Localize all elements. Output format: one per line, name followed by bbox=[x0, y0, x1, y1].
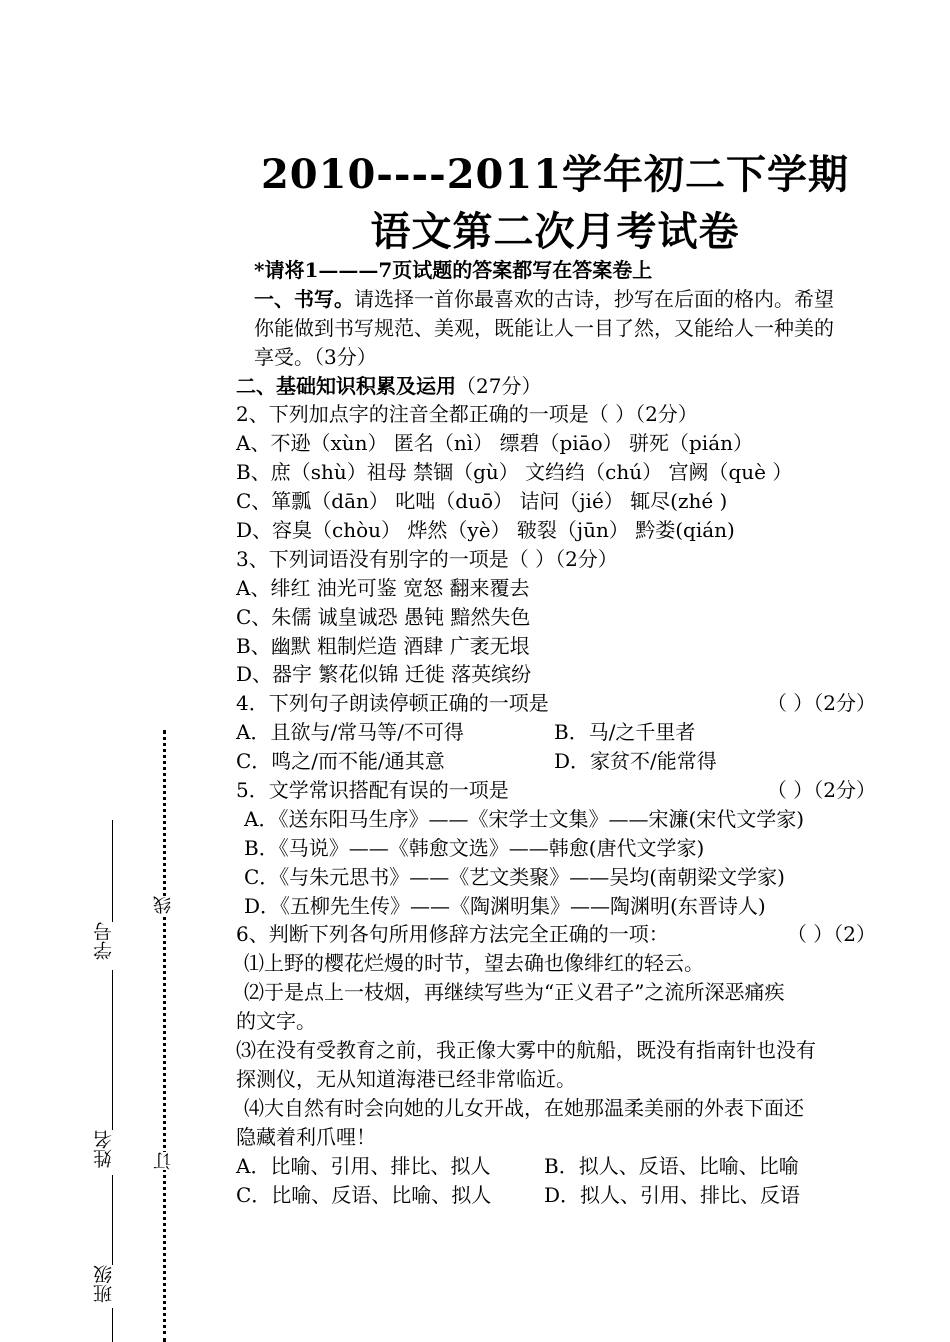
q4-options-cd bbox=[236, 747, 886, 776]
student-id-label: 学号 bbox=[93, 922, 115, 960]
q4-points: （ ）（2分） bbox=[766, 691, 876, 716]
q5-option-d: D．《五柳先生传》——《陶渊明集》——陶渊明(东晋诗人) bbox=[244, 893, 766, 918]
exam-title-line1: 2010----2011学年初二下学期 bbox=[260, 151, 850, 198]
q3-option-c: C、朱儒 诚皇诚恐 愚钝 黯然失色 bbox=[236, 604, 531, 629]
q6-option-c: C．比喻、反语、比喻、拟人 bbox=[236, 1182, 492, 1207]
section1-heading: 一、书写。 bbox=[254, 286, 354, 311]
q6-sentence-3b: 探测仪，无从知道海港已经非常临近。 bbox=[236, 1066, 576, 1091]
q5-option-c: C．《与朱元思书》——《艺文类聚》——吴均(南朝梁文学家) bbox=[244, 864, 785, 889]
answer-note: *请将1———7页试题的答案都写在答案卷上 bbox=[254, 258, 653, 282]
q5-stem: 5．文学常识搭配有误的一项是 bbox=[236, 778, 509, 803]
q6-sentence-4b: 隐藏着利爪哩！ bbox=[236, 1124, 376, 1149]
q4-option-a: A．且欲与/常马等/不可得 bbox=[236, 720, 464, 745]
section2-points: （27分） bbox=[456, 373, 542, 398]
q6-sentence-4a: ⑷大自然有时会向她的儿女开战，在她那温柔美丽的外表下面还 bbox=[244, 1095, 804, 1120]
section1-line2: 你能做到书写规范、美观，既能让人一目了然，又能给人一种美的 bbox=[254, 315, 834, 340]
q5-option-a: A．《送东阳马生序》——《宋学士文集》——宋濂(宋代文学家) bbox=[244, 806, 805, 831]
q6-sentence-1: ⑴上野的樱花烂熳的时节，望去确也像绯红的轻云。 bbox=[244, 951, 704, 976]
q3-option-d: D、器宇 繁花似锦 迁徙 落英缤纷 bbox=[236, 662, 532, 687]
q4-options-ab bbox=[236, 718, 886, 747]
q3-option-a: A、绯红 油光可鉴 宽怒 翻来覆去 bbox=[236, 575, 530, 600]
q5-stem-line bbox=[236, 776, 886, 805]
q3-option-b: B、幽默 粗制烂造 酒肆 广袤无垠 bbox=[236, 633, 530, 658]
binding-dotted-line bbox=[163, 730, 166, 1342]
q6-stem: 6、判断下列各句所用修辞方法完全正确的一项： bbox=[236, 922, 669, 947]
q6-sentence-2b: 的文字。 bbox=[236, 1009, 316, 1034]
class-line bbox=[112, 1175, 113, 1265]
q5-points: （ ）（2分） bbox=[766, 778, 876, 803]
q2-option-d: D、容臭（chòu） 烨然（yè） 皲裂（jūn） 黔娄(qián) bbox=[236, 518, 735, 543]
binding-word-ding: 订 bbox=[151, 1152, 177, 1170]
section1-line3: 享受。（3分） bbox=[254, 344, 377, 369]
q4-stem-line bbox=[236, 689, 886, 718]
q6-points: （ ）（2） bbox=[786, 922, 876, 947]
name-line bbox=[112, 970, 113, 1130]
student-id-line bbox=[112, 820, 113, 930]
q2-option-c: C、箪瓢（dān） 叱咄（duō） 诘问（jié） 辄尽(zhé ) bbox=[236, 489, 728, 514]
q6-option-a: A．比喻、引用、排比、拟人 bbox=[236, 1153, 491, 1178]
q4-option-b: B．马/之千里者 bbox=[554, 720, 696, 745]
q6-option-b: B．拟人、反语、比喻、比喻 bbox=[544, 1153, 799, 1178]
q6-sentence-2a: ⑵于是点上一枝烟，再继续写些为“正义君子”之流所深恶痛疾 bbox=[244, 980, 785, 1005]
exam-content bbox=[236, 256, 886, 1209]
q5-option-b: B．《马说》——《韩愈文选》——韩愈(唐代文学家) bbox=[244, 835, 705, 860]
q6-options-cd bbox=[236, 1181, 886, 1210]
q3-stem: 3、下列词语没有别字的一项是（ ）（2分） bbox=[236, 546, 618, 571]
q6-option-d: D．拟人、引用、排比、反语 bbox=[544, 1182, 801, 1207]
q2-option-b: B、庶（shù）祖母 禁锢（gù） 文绉绉（chú） 宫阙（què ） bbox=[236, 460, 793, 485]
name-label: 姓名 bbox=[93, 1130, 115, 1168]
q4-option-d: D．家贫不/能常得 bbox=[554, 749, 717, 774]
q4-stem: 4．下列句子朗读停顿正确的一项是 bbox=[236, 691, 549, 716]
class-label: 班级 bbox=[93, 1265, 115, 1303]
section2-heading-line bbox=[236, 372, 886, 401]
q2-stem: 2、下列加点字的注音全都正确的一项是（ ）（2分） bbox=[236, 402, 698, 427]
binding-word-xian: 线 bbox=[151, 896, 177, 914]
q4-option-c: C．鸣之/而不能/通其意 bbox=[236, 749, 445, 774]
class-line-lower bbox=[112, 1308, 113, 1342]
section2-heading: 二、基础知识积累及运用 bbox=[236, 373, 456, 398]
section1-line1 bbox=[236, 285, 886, 314]
exam-title-line2: 语文第二次月考试卷 bbox=[370, 208, 740, 255]
q6-stem-line bbox=[236, 920, 886, 949]
section1-text: 请选择一首你最喜欢的古诗，抄写在后面的格内。希望 bbox=[354, 286, 834, 311]
q6-options-ab bbox=[236, 1152, 886, 1181]
q2-option-a: A、不逊（xùn） 匿名（nì） 缥碧（piāo） 骈死（pián） bbox=[236, 431, 754, 456]
q6-sentence-3a: ⑶在没有受教育之前，我正像大雾中的航船，既没有指南针也没有 bbox=[236, 1038, 816, 1063]
